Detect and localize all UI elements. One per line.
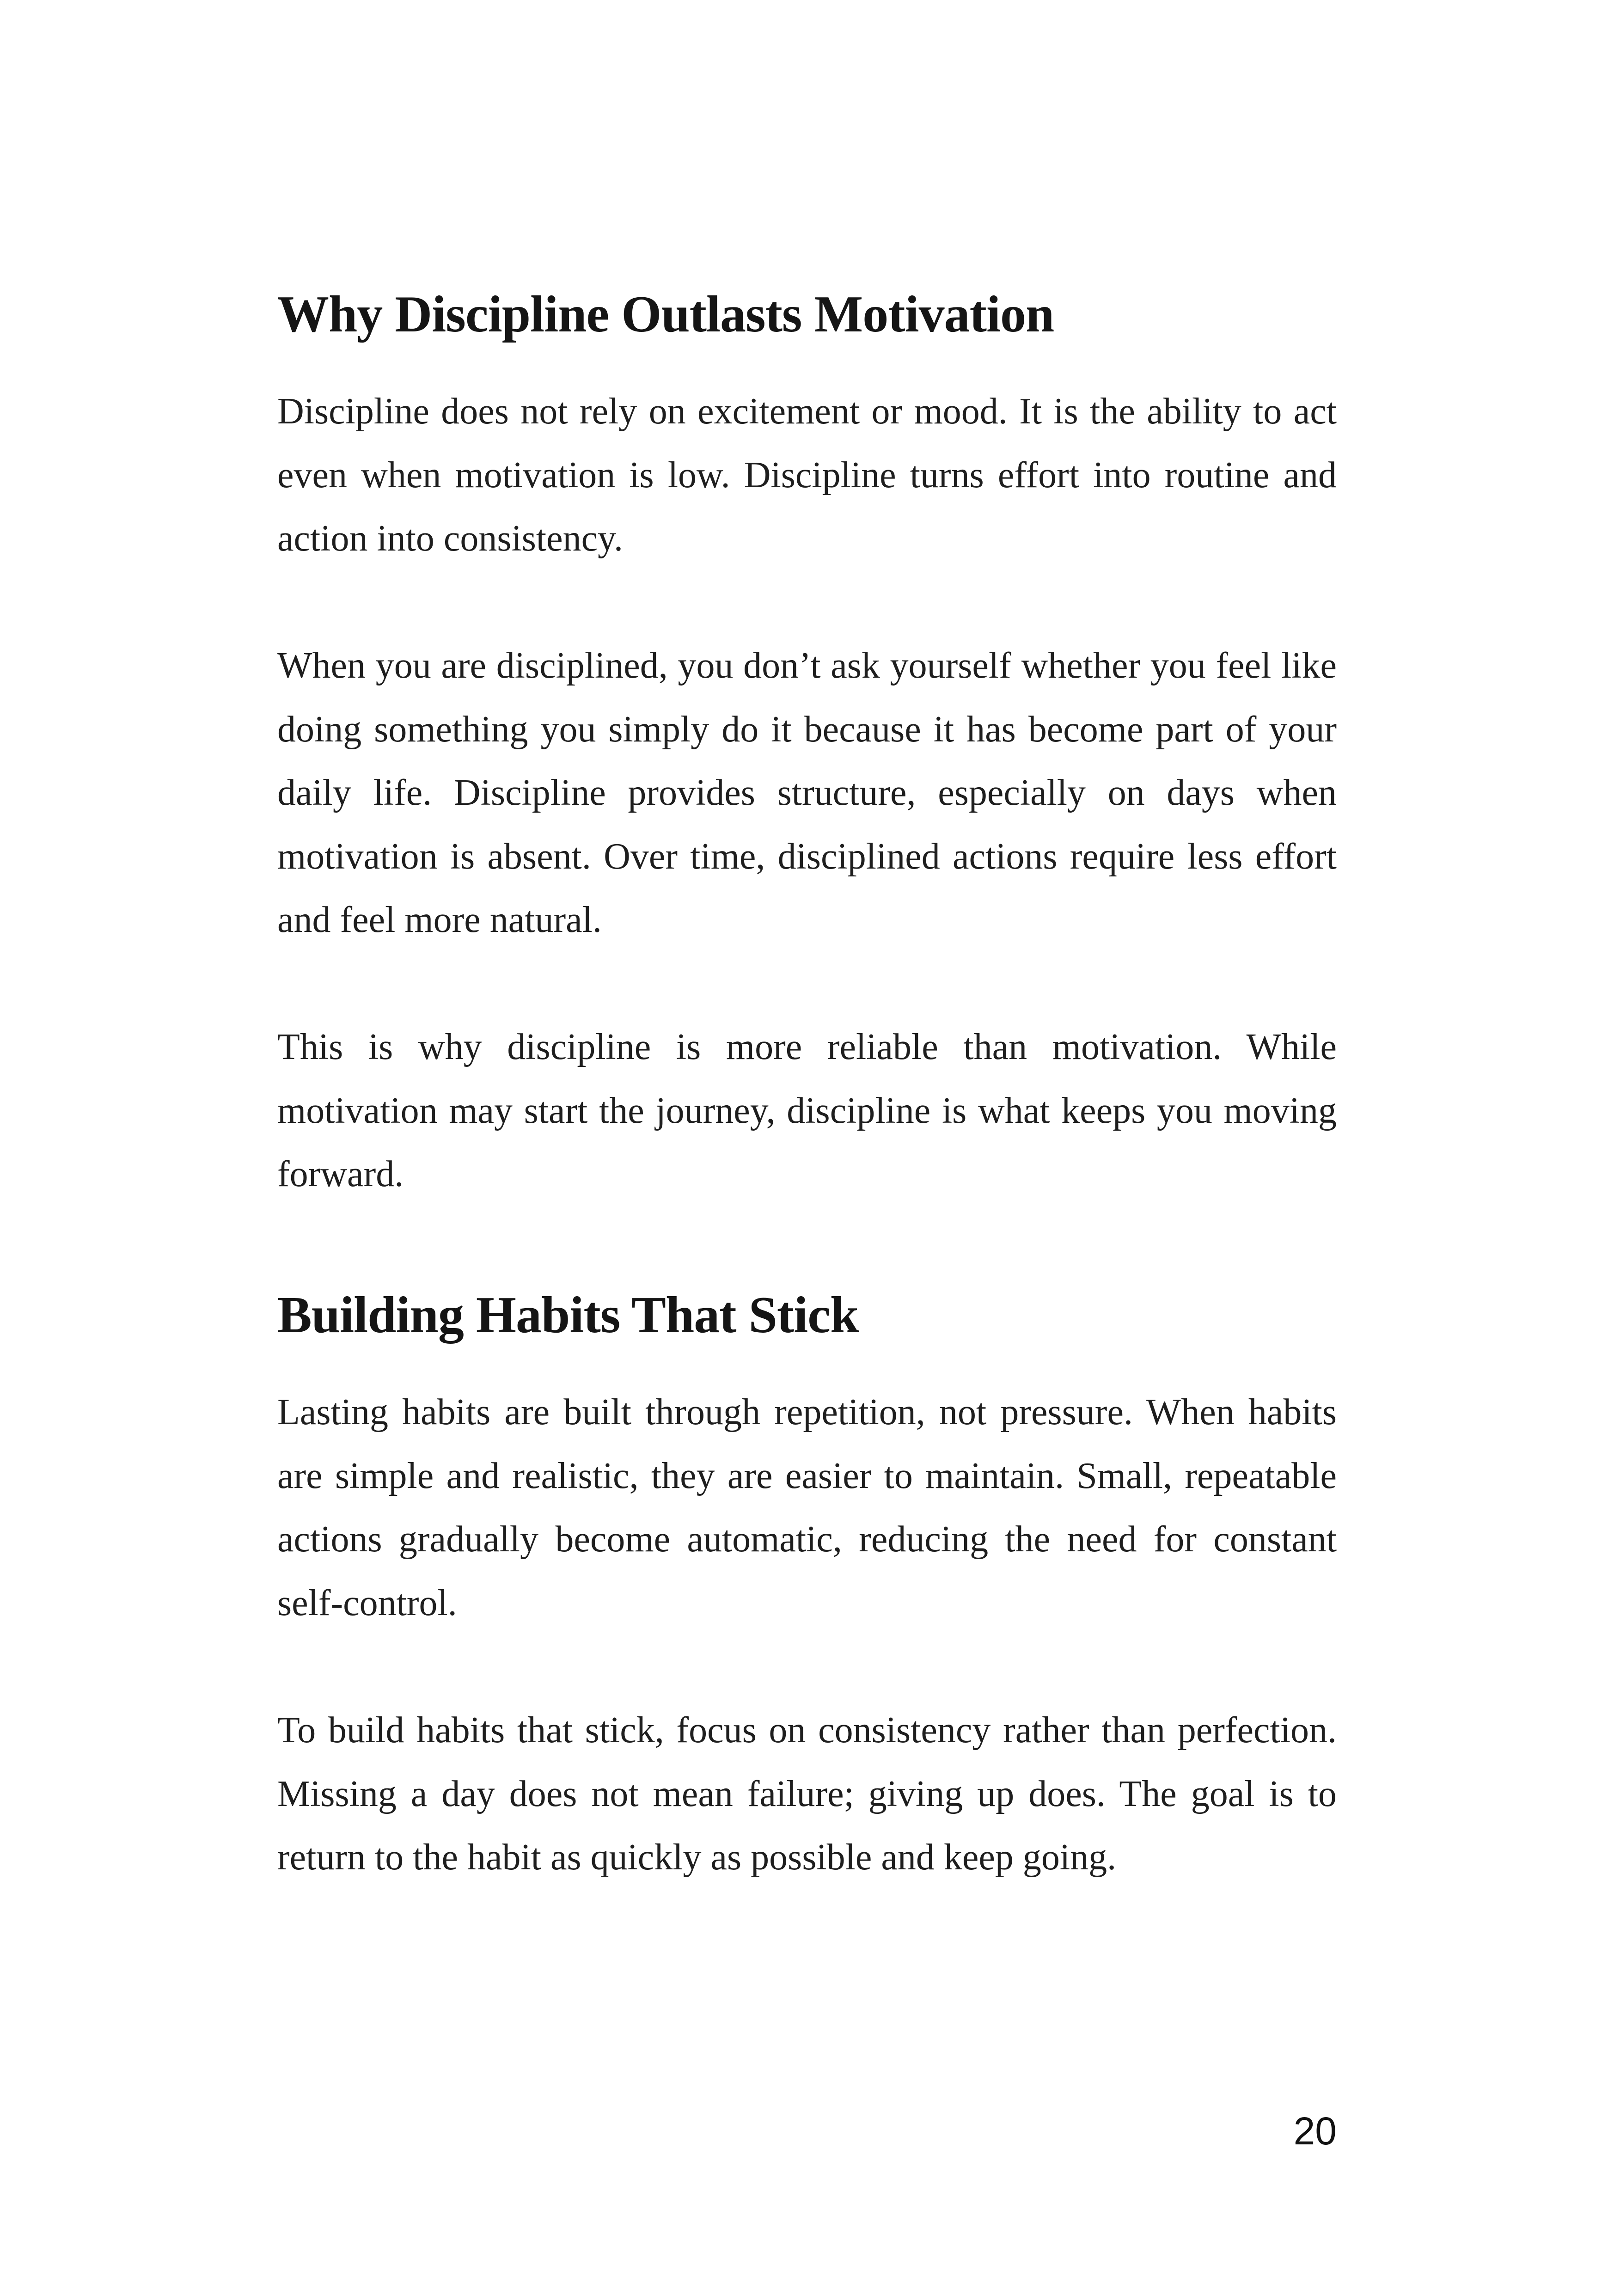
section-habits: [277, 1283, 1337, 1347]
paragraph: To build habits that stick, focus on consistency rather than perfection. Missing a day does not mean failure; giving up does. The goal is to return to the habit as quickly as possible and keep going.: [277, 1710, 1337, 1878]
section-discipline: [277, 282, 1337, 347]
document-page: [277, 0, 1337, 2296]
paragraph: When you are disciplined, you don’t ask yourself whether you feel like doing something you simply do it because it has become part of your daily life. Discipline provides structure, especially on days when motivation is absent. Over time, disciplined actions require less effort and feel more natural.: [277, 645, 1337, 940]
section-heading: Building Habits That Stick: [277, 1286, 859, 1344]
section-heading: Why Discipline Outlasts Motivation: [277, 286, 1054, 343]
paragraph: Discipline does not rely on excitement or mood. It is the ability to act even when motivation is low. Discipline turns effort into routine and action into consistency.: [277, 391, 1337, 559]
paragraph: This is why discipline is more reliable than motivation. While motivation may start the journey, discipline is what keeps you moving forward.: [277, 1027, 1337, 1194]
paragraph: Lasting habits are built through repetition, not pressure. When habits are simple and realistic, they are easier to maintain. Small, repeatable actions gradually become automatic, reducing the need for constant self-control.: [277, 1392, 1337, 1623]
page-number: 20: [1293, 2109, 1337, 2153]
